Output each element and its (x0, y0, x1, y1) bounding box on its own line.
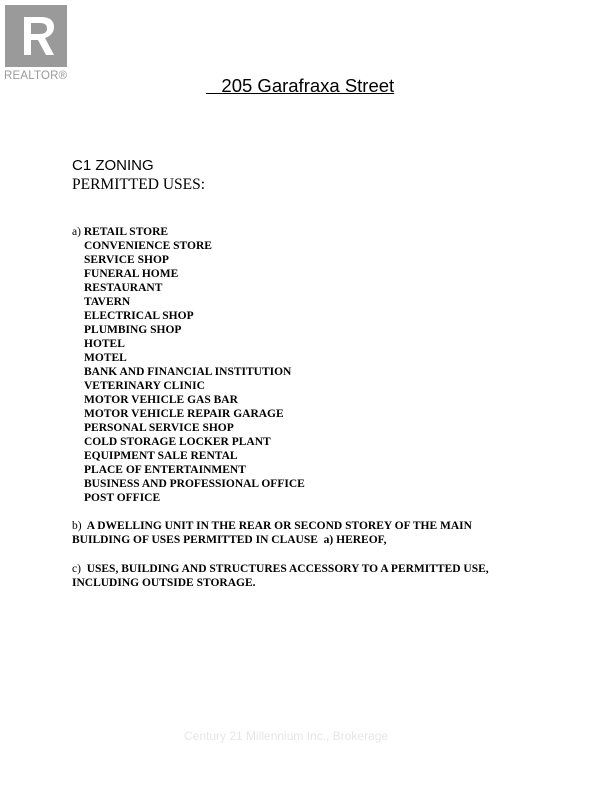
list-item-label: SERVICE SHOP (84, 254, 169, 266)
list-item-label: POST OFFICE (84, 492, 161, 504)
list-item-label: RETAIL STORE (83, 226, 169, 238)
list-item (72, 379, 305, 393)
list-item (72, 267, 305, 281)
list-item-label: MOTEL (84, 352, 127, 364)
list-item (72, 435, 305, 449)
list-item-label: PERSONAL SERVICE SHOP (84, 422, 234, 434)
permitted-uses-list (72, 225, 305, 505)
list-item (72, 337, 305, 351)
list-item-label: TAVERN (84, 296, 131, 308)
list-item (72, 323, 305, 337)
list-item-label: CONVENIENCE STORE (84, 240, 212, 252)
list-item-label: BUSINESS AND PROFESSIONAL OFFICE (84, 478, 305, 490)
list-item (72, 253, 305, 267)
list-item (72, 309, 305, 323)
list-item-label: FUNERAL HOME (84, 268, 179, 280)
list-item-label: VETERINARY CLINIC (84, 380, 205, 392)
realtor-logo-text: REALTOR® (4, 70, 68, 82)
clause-c-marker: c) (72, 563, 81, 575)
clause-a-marker: a) (72, 226, 84, 238)
realtor-logo (4, 4, 70, 84)
clause-c-line-1 (72, 562, 489, 576)
list-item-label: MOTOR VEHICLE REPAIR GARAGE (84, 408, 284, 420)
clause-b-line-1 (72, 519, 472, 533)
page-title: 205 Garafraxa Street (206, 75, 395, 96)
clause-b-marker: b) (72, 520, 82, 532)
zoning-heading: C1 ZONING (72, 157, 154, 174)
list-item-label: MOTOR VEHICLE GAS BAR (84, 394, 238, 406)
list-item-label: PLACE OF ENTERTAINMENT (84, 464, 246, 476)
clause-b-text-2: BUILDING OF USES PERMITTED IN CLAUSE a) HEREOF, (72, 534, 387, 546)
realtor-r-logo-icon (5, 5, 67, 67)
list-item-label: ELECTRICAL SHOP (84, 310, 194, 322)
list-item (72, 491, 305, 505)
list-item-label: BANK AND FINANCIAL INSTITUTION (84, 366, 292, 378)
list-item (72, 365, 305, 379)
clause-c (72, 562, 489, 590)
list-item (72, 239, 305, 253)
clause-c-text-1: USES, BUILDING AND STRUCTURES ACCESSORY TO A PERMITTED USE, (80, 563, 489, 575)
list-item-label: RESTAURANT (84, 282, 163, 294)
list-item (72, 225, 305, 239)
list-item-label: PLUMBING SHOP (84, 324, 182, 336)
list-item (72, 393, 305, 407)
list-item (72, 351, 305, 365)
list-item (72, 421, 305, 435)
list-item-label: EQUIPMENT SALE RENTAL (84, 450, 238, 462)
clause-b-text-1: A DWELLING UNIT IN THE REAR OR SECOND STOREY OF THE MAIN (81, 520, 472, 532)
brokerage-watermark: Century 21 Millennium Inc., Brokerage (184, 729, 389, 743)
list-item (72, 407, 305, 421)
list-item-label: COLD STORAGE LOCKER PLANT (84, 436, 271, 448)
list-item (72, 477, 305, 491)
permitted-uses-heading: PERMITTED USES: (72, 176, 206, 193)
list-item (72, 449, 305, 463)
list-item (72, 295, 305, 309)
list-item (72, 463, 305, 477)
list-item-label: HOTEL (84, 338, 125, 350)
clause-c-text-2: INCLUDING OUTSIDE STORAGE. (72, 577, 256, 589)
clause-b (72, 519, 472, 547)
list-item (72, 281, 305, 295)
